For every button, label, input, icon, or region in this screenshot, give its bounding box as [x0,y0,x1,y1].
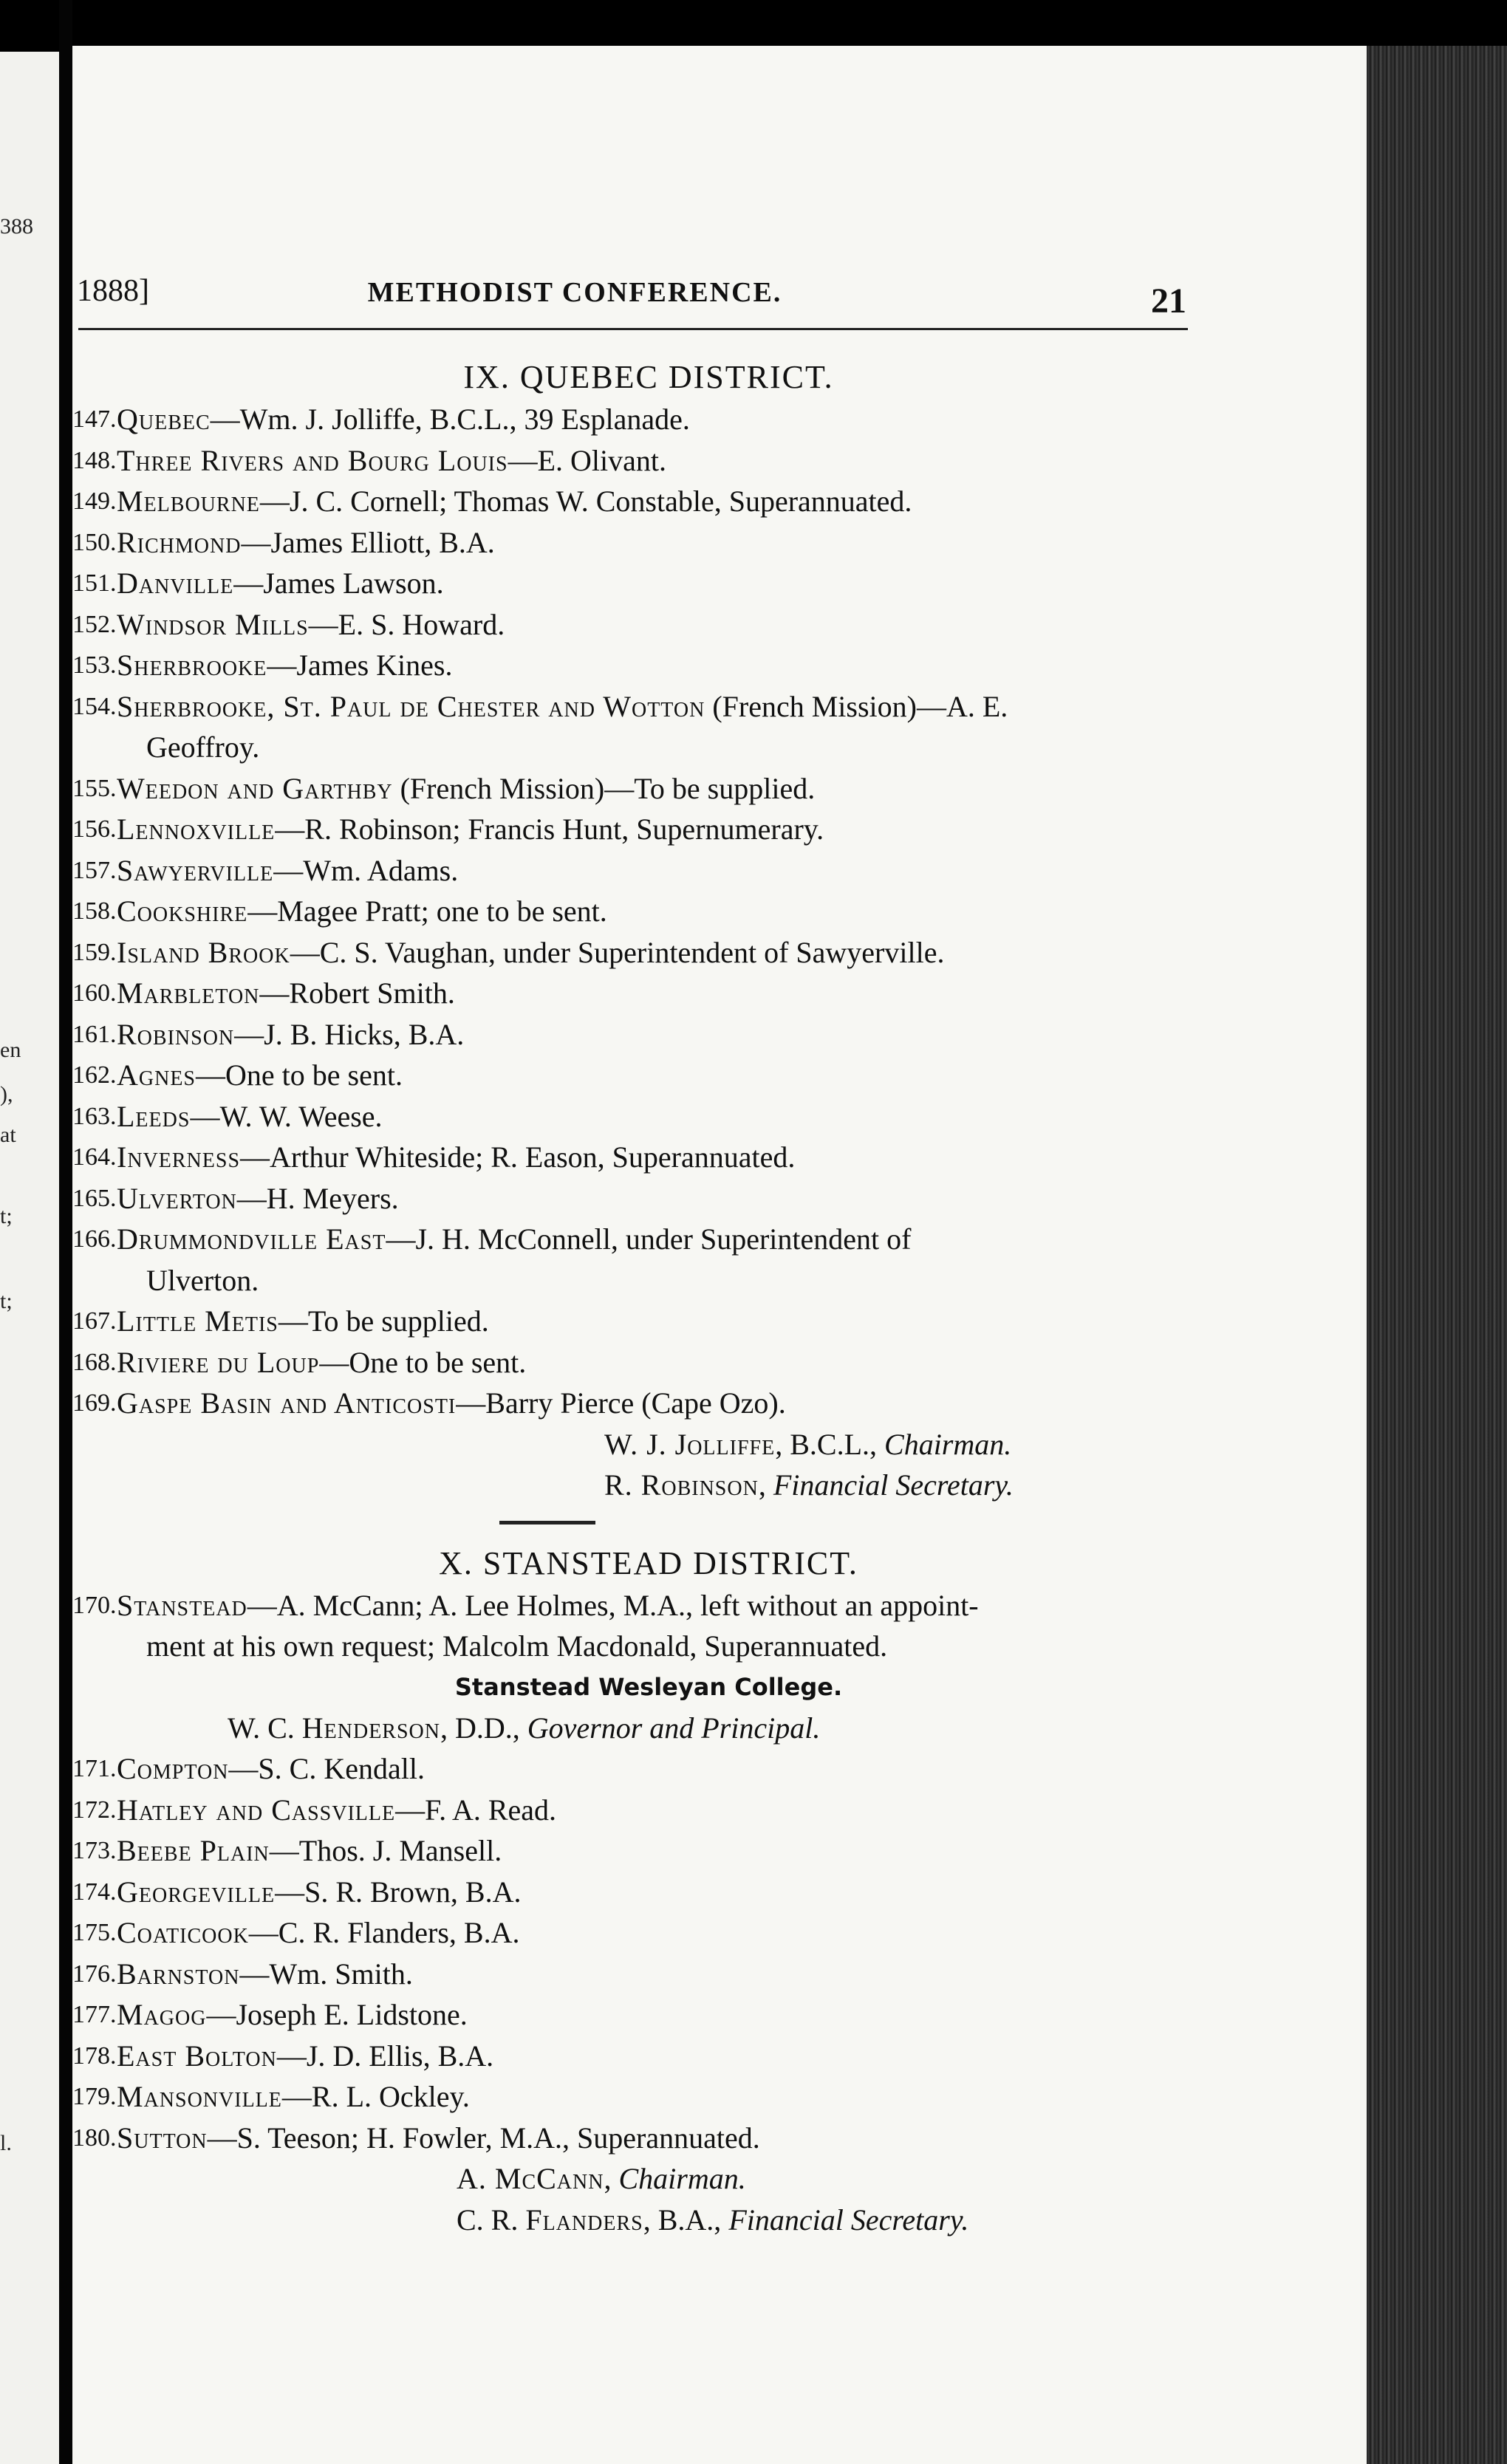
entry-number: 152. [72,610,117,638]
entry-continuation: Geoffroy. [146,730,260,764]
prev-page-fragment: at [0,1123,16,1147]
entry-number: 157. [72,856,117,884]
entry-number: 161. [72,1020,117,1048]
circuit-name: Three Rivers and Bourg Louis [117,443,508,477]
circuit-ministers: —Joseph E. Lidstone. [206,1998,468,2031]
circuit-entry [72,973,1225,1014]
circuit-ministers: —To be supplied. [278,1304,489,1338]
circuit-ministers: —Wm. Smith. [239,1957,413,1991]
circuit-entry [72,399,1225,440]
circuit-ministers: —R. Robinson; Francis Hunt, Supernumerary. [275,812,824,846]
circuit-name: Gaspe Basin and Anticosti [117,1386,457,1420]
entry-number: 168. [72,1348,117,1376]
circuit-name: Barnston [117,1957,240,1991]
entry-number: 174. [72,1878,117,1906]
circuit-name: Compton [117,1752,229,1785]
circuit-name: East Bolton [117,2039,277,2073]
entry-number: 158. [72,897,117,925]
book-page [72,46,1367,2464]
circuit-name: Inverness [117,1140,241,1174]
circuit-name: Leeds [117,1099,191,1133]
entry-number: 171. [72,1755,117,1782]
circuit-ministers: —J. H. McConnell, under Superintendent of [386,1222,912,1256]
circuit-entry [72,2118,1225,2159]
circuit-ministers: —Robert Smith. [259,976,455,1010]
circuit-ministers: —E. S. Howard. [308,607,505,641]
circuit-entry [72,1014,1225,1055]
circuit-name: Robinson [117,1017,235,1051]
circuit-entry [72,1994,1225,2036]
circuit-name: Ulverton [117,1181,237,1215]
entry-continuation: ment at his own request; Malcolm Macdonald, Superannuated. [146,1629,888,1663]
page-number: 21 [1151,281,1186,321]
circuit-name: Mansonville [117,2080,282,2113]
circuit-entry [72,645,1225,686]
signatory-name: Flanders [525,2203,643,2237]
circuit-ministers: —Thos. J. Mansell. [269,1834,502,1867]
entry-number: 177. [72,2001,117,2028]
governor-initials: W. C. [228,1711,302,1745]
circuit-entry [72,1790,1225,1831]
circuit-ministers: —E. Olivant. [508,443,666,477]
circuit-name: Sawyerville [117,853,274,887]
circuit-entry [72,850,1225,892]
circuit-ministers: —James Lawson. [233,567,444,600]
circuit-ministers: —S. Teeson; H. Fowler, M.A., Superannuated. [207,2121,760,2155]
circuit-name: Georgeville [117,1875,276,1909]
circuit-entry [72,1383,1225,1424]
circuit-entry [72,522,1225,564]
circuit-entry [72,1137,1225,1178]
circuit-entry [72,1301,1225,1342]
book-gutter [59,0,72,2464]
circuit-entry [72,932,1225,973]
circuit-name: Quebec [117,403,211,436]
entry-number: 166. [72,1225,117,1253]
circuit-entry [72,1342,1225,1383]
entry-number: 159. [72,938,117,966]
circuit-ministers: —A. McCann; A. Lee Holmes, M.A., left without an appoint- [247,1588,979,1622]
circuit-name: Richmond [117,525,242,559]
circuit-ministers: —S. R. Brown, B.A. [275,1875,522,1909]
entry-number: 172. [72,1796,117,1824]
previous-page-edge [0,52,59,2464]
circuit-entry [72,891,1225,932]
prev-page-fragment: l. [0,2131,12,2155]
entry-number: 147. [72,405,117,433]
circuit-name: Sutton [117,2121,208,2155]
circuit-entry [72,1748,1225,1790]
circuit-ministers: —H. Meyers. [236,1181,399,1215]
circuit-name: Coaticook [117,1916,249,1949]
entry-number: 155. [72,774,117,802]
entry-number: 180. [72,2124,117,2152]
signatory-name: W. J. Jolliffe [604,1427,776,1461]
circuit-name: Sherbrooke, St. Paul de Chester and Wotton [117,689,705,723]
entry-number: 156. [72,815,117,843]
entry-number: 162. [72,1061,117,1089]
governor-degree: , D.D., [440,1711,527,1745]
header-rule [78,328,1188,330]
circuit-ministers: —J. B. Hicks, B.A. [234,1017,465,1051]
secretary-signature [72,2200,1225,2241]
signatory-role: Chairman. [618,2162,746,2195]
district-9-list [72,399,1225,1424]
entry-number: 179. [72,2083,117,2110]
college-governor [72,1708,1225,1749]
entry-number: 148. [72,446,117,474]
circuit-ministers: —S. C. Kendall. [228,1752,425,1785]
header-title: METHODIST CONFERENCE. [367,277,782,308]
signatory-degree: , B.A., [643,2203,729,2237]
circuit-ministers: —F. A. Read. [395,1793,557,1827]
circuit-name: Cookshire [117,894,248,928]
circuit-name: Weedon and Garthby [117,771,393,805]
circuit-name: Magog [117,1998,207,2031]
governor-name: Henderson [301,1711,440,1745]
entry-number: 150. [72,528,117,556]
circuit-ministers: —C. R. Flanders, B.A. [248,1916,520,1949]
signatory-initials: C. R. [457,2203,526,2237]
running-header [72,273,1367,325]
circuit-entry [72,768,1225,810]
prev-page-fragment: t; [0,1204,13,1228]
entry-number: 163. [72,1102,117,1130]
circuit-entry [72,2036,1225,2077]
chairman-signature: A. McCann, Chairman. [457,2162,746,2195]
prev-page-fragment: en [0,1038,21,1062]
circuit-entry [72,1585,1225,1667]
district-10-list [72,1748,1225,2158]
entry-number: 153. [72,651,117,679]
circuit-ministers: (French Mission)—A. E. [705,689,1008,723]
prev-page-fragment: ), [0,1082,13,1106]
signatory-name: R. Robinson [604,1468,759,1502]
circuit-entry [72,2076,1225,2118]
circuit-entry [72,563,1225,604]
prev-page-fragment: t; [0,1289,13,1313]
entry-number: 173. [72,1837,117,1864]
entry-number: 176. [72,1960,117,1988]
circuit-ministers: —Barry Pierce (Cape Ozo). [456,1386,786,1420]
district-heading: IX. QUEBEC DISTRICT. [463,359,834,395]
circuit-name: Island Brook [117,935,290,969]
circuit-ministers: —James Kines. [267,648,453,682]
circuit-entry [72,481,1225,522]
entry-number: 160. [72,979,117,1007]
signatory-name: A. McCann [457,2162,604,2195]
circuit-entry [72,440,1225,482]
circuit-name: Agnes [117,1058,197,1092]
circuit-ministers: —One to be sent. [196,1058,403,1092]
circuit-name: Hatley and Cassville [117,1793,396,1827]
circuit-name: Danville [117,567,234,600]
header-year: 1888] [77,274,149,308]
circuit-name: Little Metis [117,1304,278,1338]
circuit-entry [72,604,1225,646]
circuit-name: Drummondville East [117,1222,386,1256]
signatory-role: Financial Secretary. [773,1468,1014,1502]
circuit-name: Melbourne [117,485,260,518]
circuit-entry [72,1912,1225,1954]
entry-number: 164. [72,1143,117,1171]
circuit-entry [72,1872,1225,1913]
circuit-name: Stanstead [117,1588,247,1622]
signatory-role: Chairman. [884,1427,1012,1461]
signatory-degree: , B.C.L., [775,1427,885,1461]
circuit-ministers: —R. L. Ockley. [281,2080,470,2113]
circuit-ministers: —Wm. Adams. [273,853,459,887]
circuit-ministers: —J. C. Cornell; Thomas W. Constable, Superannuated. [259,485,912,518]
circuit-name: Lennoxville [117,812,276,846]
circuit-entry [72,1954,1225,1995]
entry-number: 151. [72,569,117,597]
circuit-entry [72,1055,1225,1096]
circuit-ministers: —Arthur Whiteside; R. Eason, Superannuated. [240,1140,796,1174]
entry-number: 167. [72,1307,117,1335]
circuit-name: Sherbrooke [117,648,267,682]
circuit-name: Marbleton [117,976,260,1010]
page-body [72,356,1225,2240]
college-heading: Stanstead Wesleyan College. [454,1672,843,1701]
secretary-signature: R. Robinson, Financial Secretary. [604,1468,1014,1502]
circuit-ministers: —C. S. Vaughan, under Superintendent of Sawyerville. [290,935,945,969]
circuit-entry [72,1096,1225,1137]
circuit-name: Riviere du Loup [117,1345,320,1379]
entry-number: 175. [72,1919,117,1946]
entry-continuation: Ulverton. [146,1263,259,1297]
section-divider [499,1521,595,1524]
entry-number: 165. [72,1184,117,1212]
circuit-entry [72,809,1225,850]
circuit-entry [72,1178,1225,1219]
signatory-role: Financial Secretary. [728,2203,969,2237]
entry-number: 169. [72,1389,117,1417]
circuit-name: Beebe Plain [117,1834,270,1867]
entry-number: 149. [72,487,117,515]
circuit-ministers: —James Elliott, B.A. [241,525,495,559]
circuit-ministers: —Wm. J. Jolliffe, B.C.L., 39 Esplanade. [210,403,690,436]
circuit-entry [72,1830,1225,1872]
circuit-ministers: (French Mission)—To be supplied. [392,771,816,805]
circuit-name: Windsor Mills [117,607,309,641]
governor-role: Governor and Principal. [527,1711,821,1745]
circuit-entry [72,686,1225,768]
entry-number: 154. [72,692,117,720]
circuit-ministers: —Magee Pratt; one to be sent. [247,894,607,928]
prev-page-fragment: 388 [0,214,33,239]
circuit-entry [72,1219,1225,1301]
circuit-ministers: —J. D. Ellis, B.A. [276,2039,494,2073]
entry-number: 170. [72,1591,117,1619]
chairman-signature [72,1424,1225,1465]
page-stack-edge [1367,46,1507,2464]
circuit-ministers: —W. W. Weese. [190,1099,383,1133]
circuit-ministers: —One to be sent. [319,1345,527,1379]
district-heading: X. STANSTEAD DISTRICT. [439,1544,858,1581]
entry-number: 178. [72,2042,117,2070]
